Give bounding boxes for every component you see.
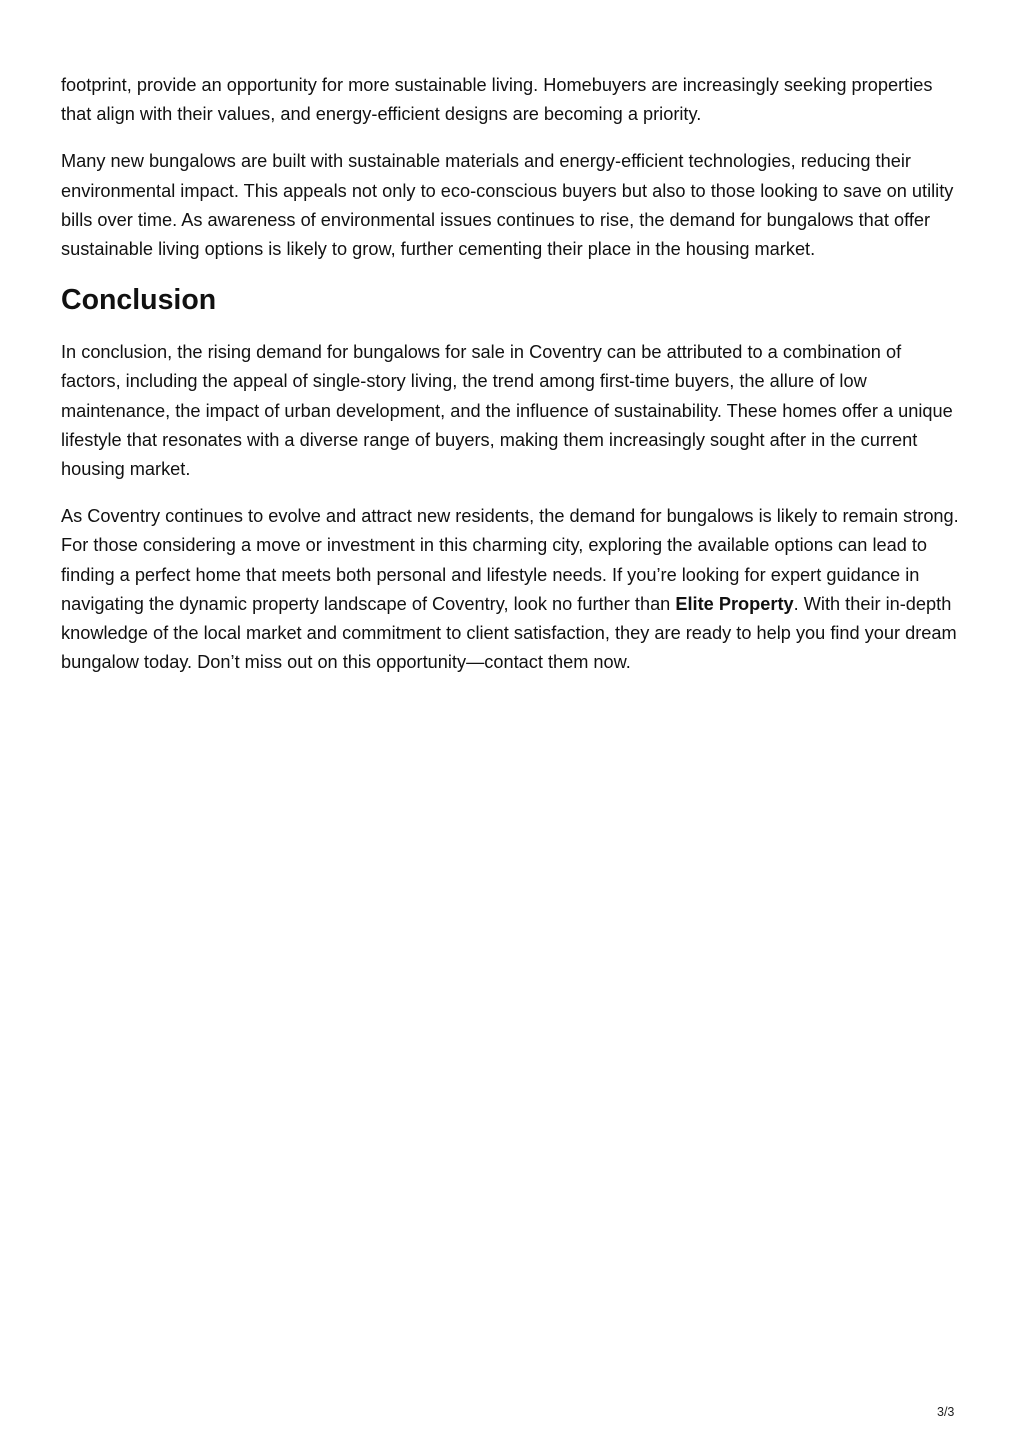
paragraph-sustainability-detail: Many new bungalows are built with sustainable materials and energy-efficient technologies, reducing their environmental impact. This appeals not only to eco-conscious buyers but also to those looking to save on utility bills over time. As awareness of environmental issues continues to rise, the demand for bungalows that offer sustainable living options is likely to grow, further cementing their place in the housing market.	[61, 151, 954, 260]
conclusion-heading: Conclusion	[61, 284, 217, 317]
paragraph-sustainability-intro: footprint, provide an opportunity for more sustainable living. Homebuyers are increasingly seeking properties that align with their values, and energy-efficient designs are becoming a priority.	[61, 75, 933, 125]
conclusion-paragraph-2-text-end: . With their in-depth knowledge of the local market and commitment to client satisfaction, they are ready to help you find your dream bungalow today. Don’t miss out on this opportunity—contact them now.	[61, 593, 957, 673]
document-page	[61, 71, 961, 695]
page-number: 3/3	[937, 1405, 955, 1419]
conclusion-paragraph-2-text-start: As Coventry continues to evolve and attract new residents, the demand for bungalows is likely to remain strong. For those considering a move or investment in this charming city, exploring the available options can lead to finding a perfect home that meets both personal and lifestyle needs. If you’re looking for expert guidance in navigating the dynamic property landscape of Coventry, look no further than	[61, 506, 959, 614]
conclusion-paragraph-1: In conclusion, the rising demand for bungalows for sale in Coventry can be attributed to a combination of factors, including the appeal of single-story living, the trend among first-time buyers, the allure of low maintenance, the impact of urban development, and the influence of sustainability. These homes offer a unique lifestyle that resonates with a diverse range of buyers, making them increasingly sought after in the current housing market.	[61, 342, 953, 480]
conclusion-paragraph-2	[61, 502, 961, 677]
company-name-bold: Elite Property	[675, 593, 794, 614]
